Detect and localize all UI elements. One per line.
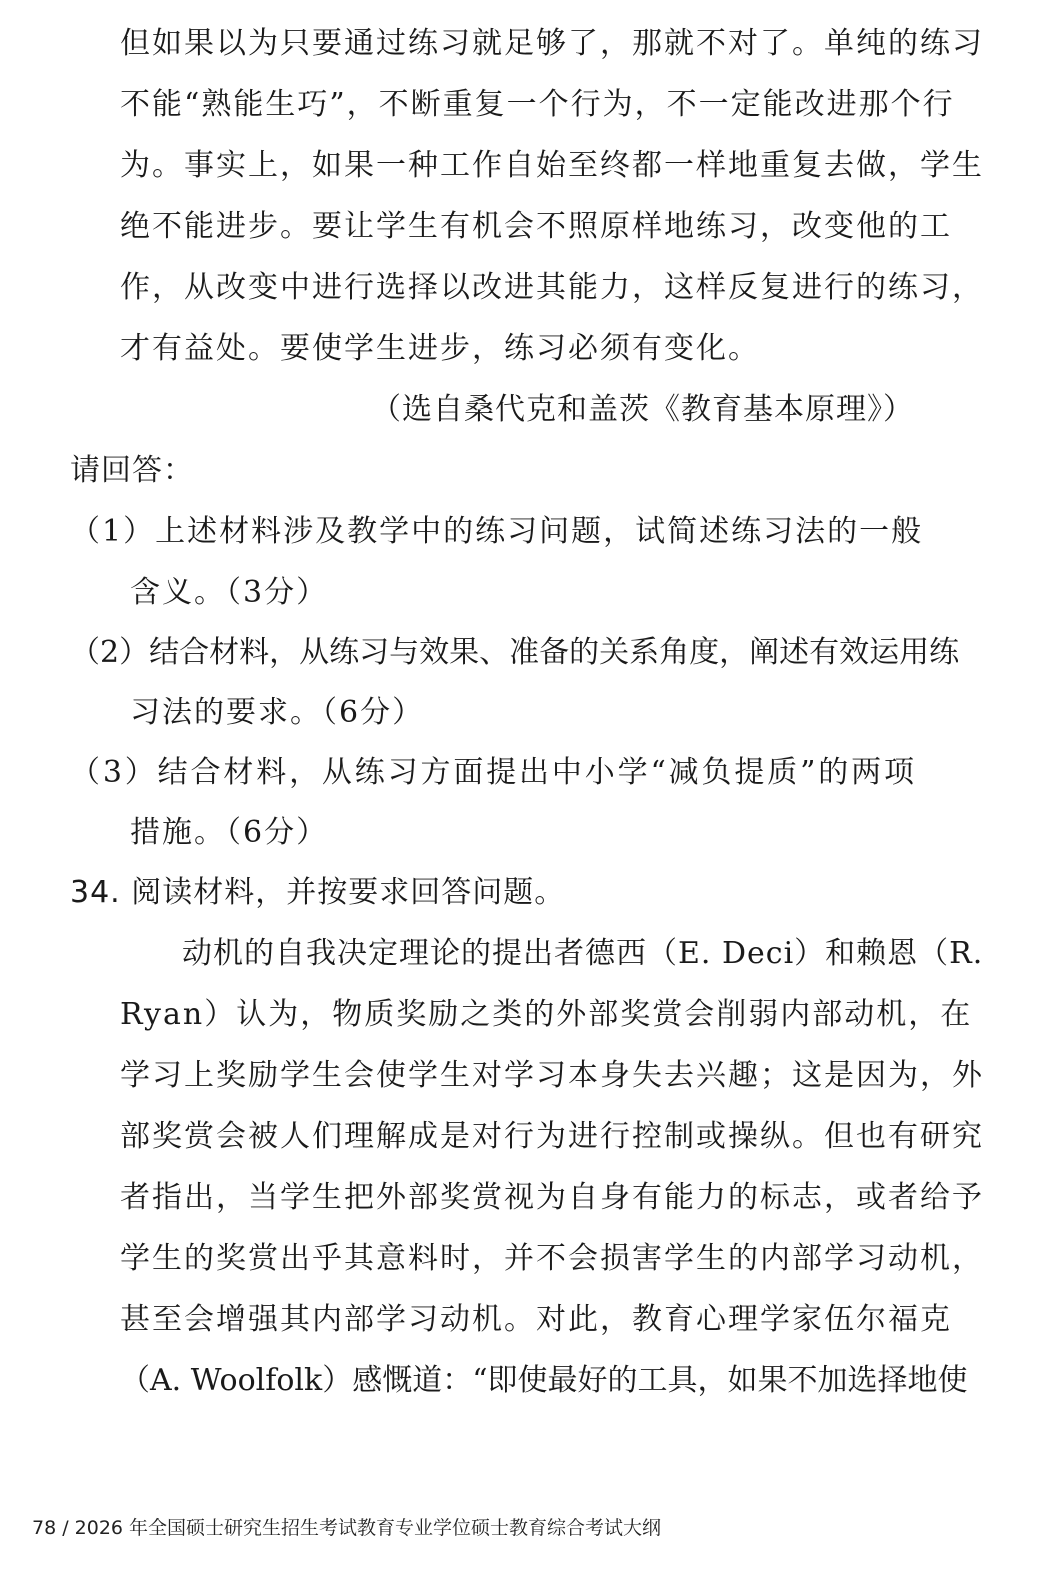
passage2-line-7: 甚至会增强其内部学习动机。对此，教育心理学家伍尔福克 [120, 1302, 952, 1337]
passage1-line-6: 才有益处。要使学生进步，练习必须有变化。 [120, 331, 760, 366]
passage1-line-3: 为。事实上，如果一种工作自始至终都一样地重复去做，学生 [120, 148, 984, 183]
passage2-line-6: 学生的奖赏出乎其意料时，并不会损害学生的内部学习动机， [120, 1241, 984, 1276]
passage1-line-2: 不能“熟能生巧”，不断重复一个行为，不一定能改进那个行 [120, 87, 955, 122]
question-3-line-2: 措施。（6分） [130, 815, 329, 850]
passage2-line-8: （A. Woolfolk）感慨道：“即使最好的工具，如果不加选择地使 [120, 1363, 968, 1398]
passage1-source: （选自桑代克和盖茨《教育基本原理》） [371, 392, 914, 427]
passage2-line-4: 部奖赏会被人们理解成是对行为进行控制或操纵。但也有研究 [120, 1119, 984, 1154]
question-1-line-1: （1）上述材料涉及教学中的练习问题，试简述练习法的一般 [70, 514, 924, 549]
question-2-line-2: 习法的要求。（6分） [130, 695, 425, 730]
passage2-line-5: 者指出，当学生把外部奖赏视为自身有能力的标志，或者给予 [120, 1180, 984, 1215]
question-3-line-1: （3）结合材料，从练习方面提出中小学“减负提质”的两项 [70, 755, 916, 790]
question-2-line-1: （2）结合材料，从练习与效果、准备的关系角度，阐述有效运用练 [70, 635, 960, 670]
passage1-line-5: 作，从改变中进行选择以改进其能力，这样反复进行的练习， [120, 270, 984, 305]
passage1-line-4: 绝不能进步。要让学生有机会不照原样地练习，改变他的工 [120, 209, 952, 244]
question-34-heading: 34. 阅读材料，并按要求回答问题。 [70, 875, 566, 910]
passage2-line-2: Ryan）认为，物质奖励之类的外部奖赏会削弱内部动机，在 [120, 997, 973, 1032]
question-1-line-2: 含义。（3分） [130, 575, 329, 610]
page-footer: 78 / 2026 年全国硕士研究生招生考试教育专业学位硕士教育综合考试大纲 [32, 1517, 662, 1539]
passage2-line-3: 学习上奖励学生会使学生对学习本身失去兴趣；这是因为，外 [120, 1058, 984, 1093]
passage2-line-1: 动机的自我决定理论的提出者德西（E. Deci）和赖恩（R. [182, 936, 984, 971]
answer-prompt: 请回答： [70, 453, 194, 488]
passage1-line-1: 但如果以为只要通过练习就足够了，那就不对了。单纯的练习 [120, 26, 984, 61]
